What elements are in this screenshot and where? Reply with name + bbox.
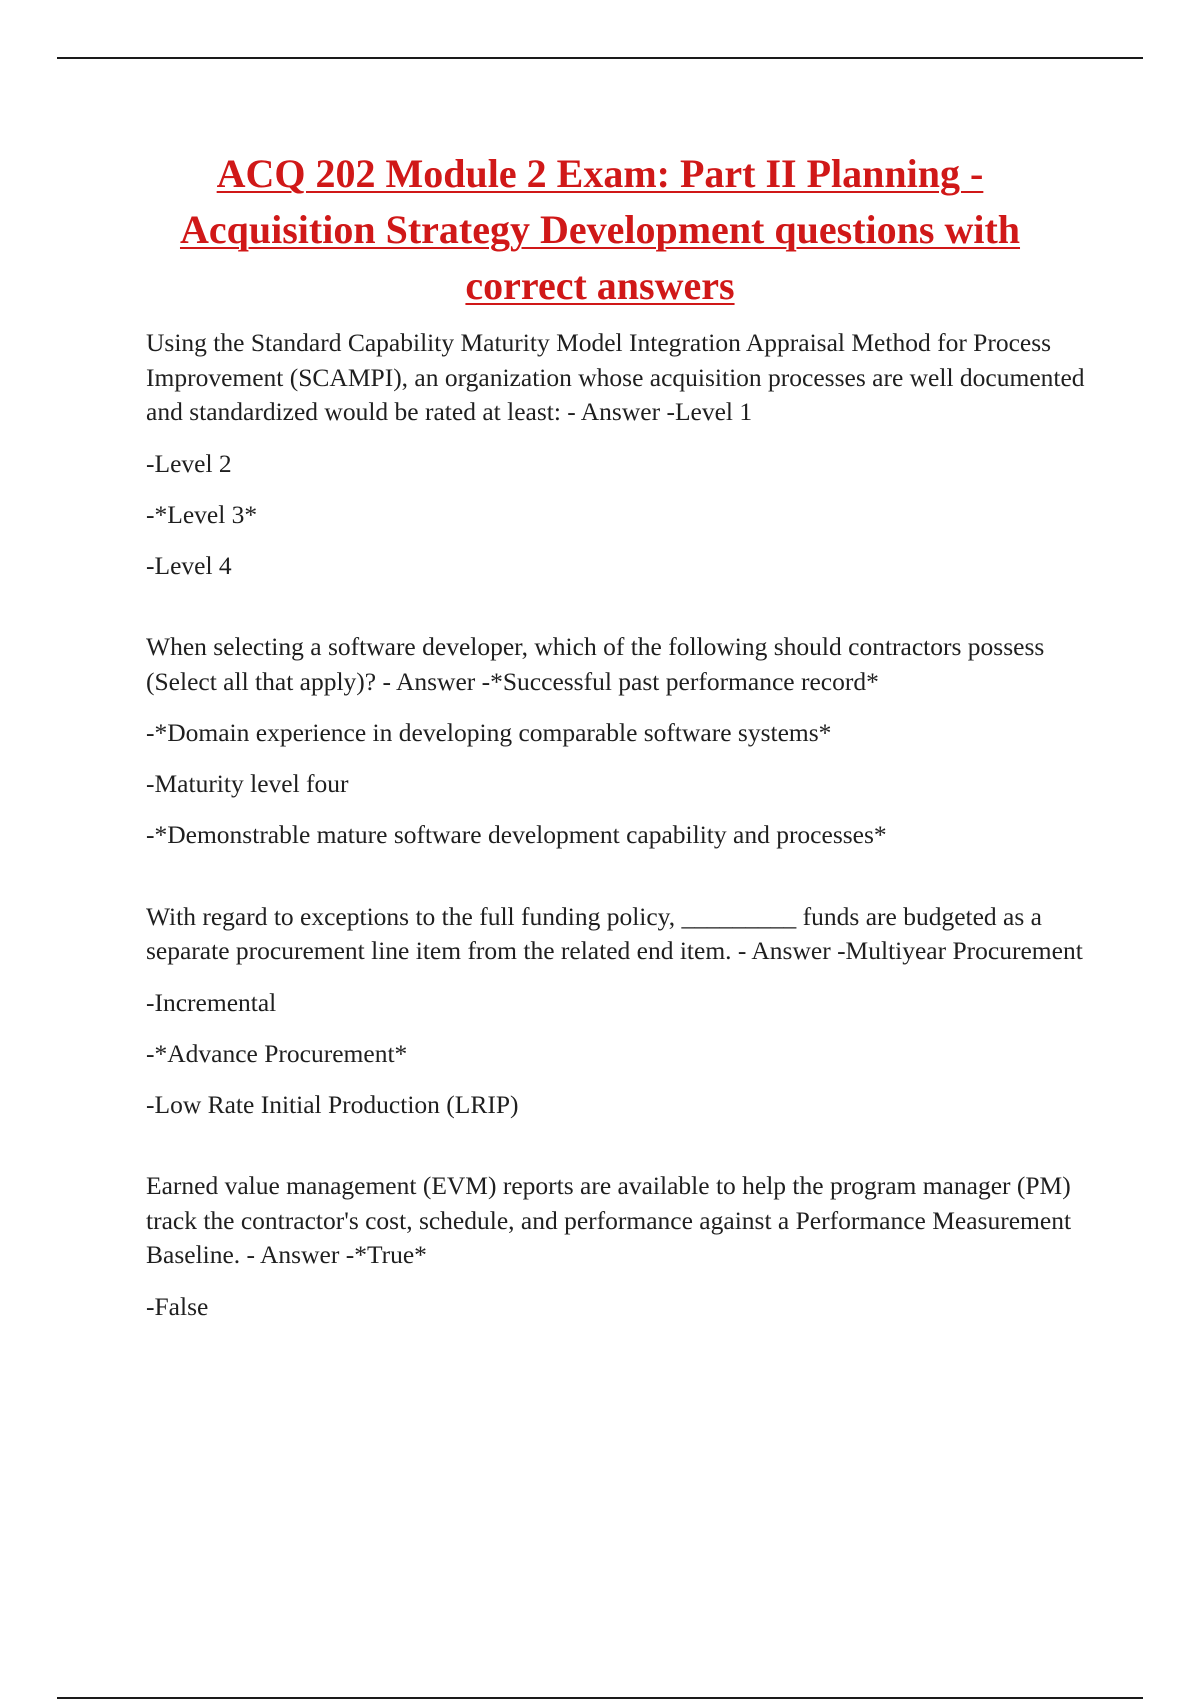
top-rule — [57, 57, 1143, 59]
question-text: Earned value management (EVM) reports are available to help the program manager (PM) track the contractor's cost, schedule, and performance against a Performance Measurement Baseline. - Answer -*True* — [146, 1171, 1072, 1269]
question-block-3 — [146, 900, 1096, 1123]
answer-option: -Level 2 — [146, 448, 232, 478]
question-text: Using the Standard Capability Maturity Model Integration Appraisal Method for Process Improvement (SCAMPI), an organization whose acquisition processes are well documented and standardized would be rated at least: - Answer -Level 1 — [146, 328, 1085, 426]
answer-option: -*Domain experience in developing comparable software systems* — [146, 718, 832, 747]
answer-option: -*Advance Procurement* — [146, 1038, 408, 1068]
answer-option: -False — [146, 1291, 209, 1321]
question-list — [146, 326, 1096, 1341]
question-block-4 — [146, 1169, 1096, 1324]
answer-option: -Level 4 — [146, 550, 232, 580]
bottom-rule — [57, 1697, 1143, 1699]
answer-option: -*Level 3* — [146, 499, 258, 529]
answer-option: -Maturity level four — [146, 769, 349, 798]
answer-option: -Low Rate Initial Production (LRIP) — [146, 1089, 519, 1119]
question-text: With regard to exceptions to the full funding policy, _________ funds are budgeted as a separate procurement line item from the related end item. - Answer -Multiyear Procurement — [146, 901, 1083, 965]
question-block-2 — [146, 630, 1096, 853]
answer-option: -Incremental — [146, 987, 277, 1017]
answer-option: -*Demonstrable mature software development capability and processes* — [146, 820, 887, 849]
question-block-1 — [146, 326, 1096, 583]
question-text: When selecting a software developer, which of the following should contractors possess (Select all that apply)? - Answer -*Successful past performance record* — [146, 632, 1045, 696]
document-title: ACQ 202 Module 2 Exam: Part II Planning - Acquisition Strategy Development questions with correct answers — [179, 151, 1021, 308]
